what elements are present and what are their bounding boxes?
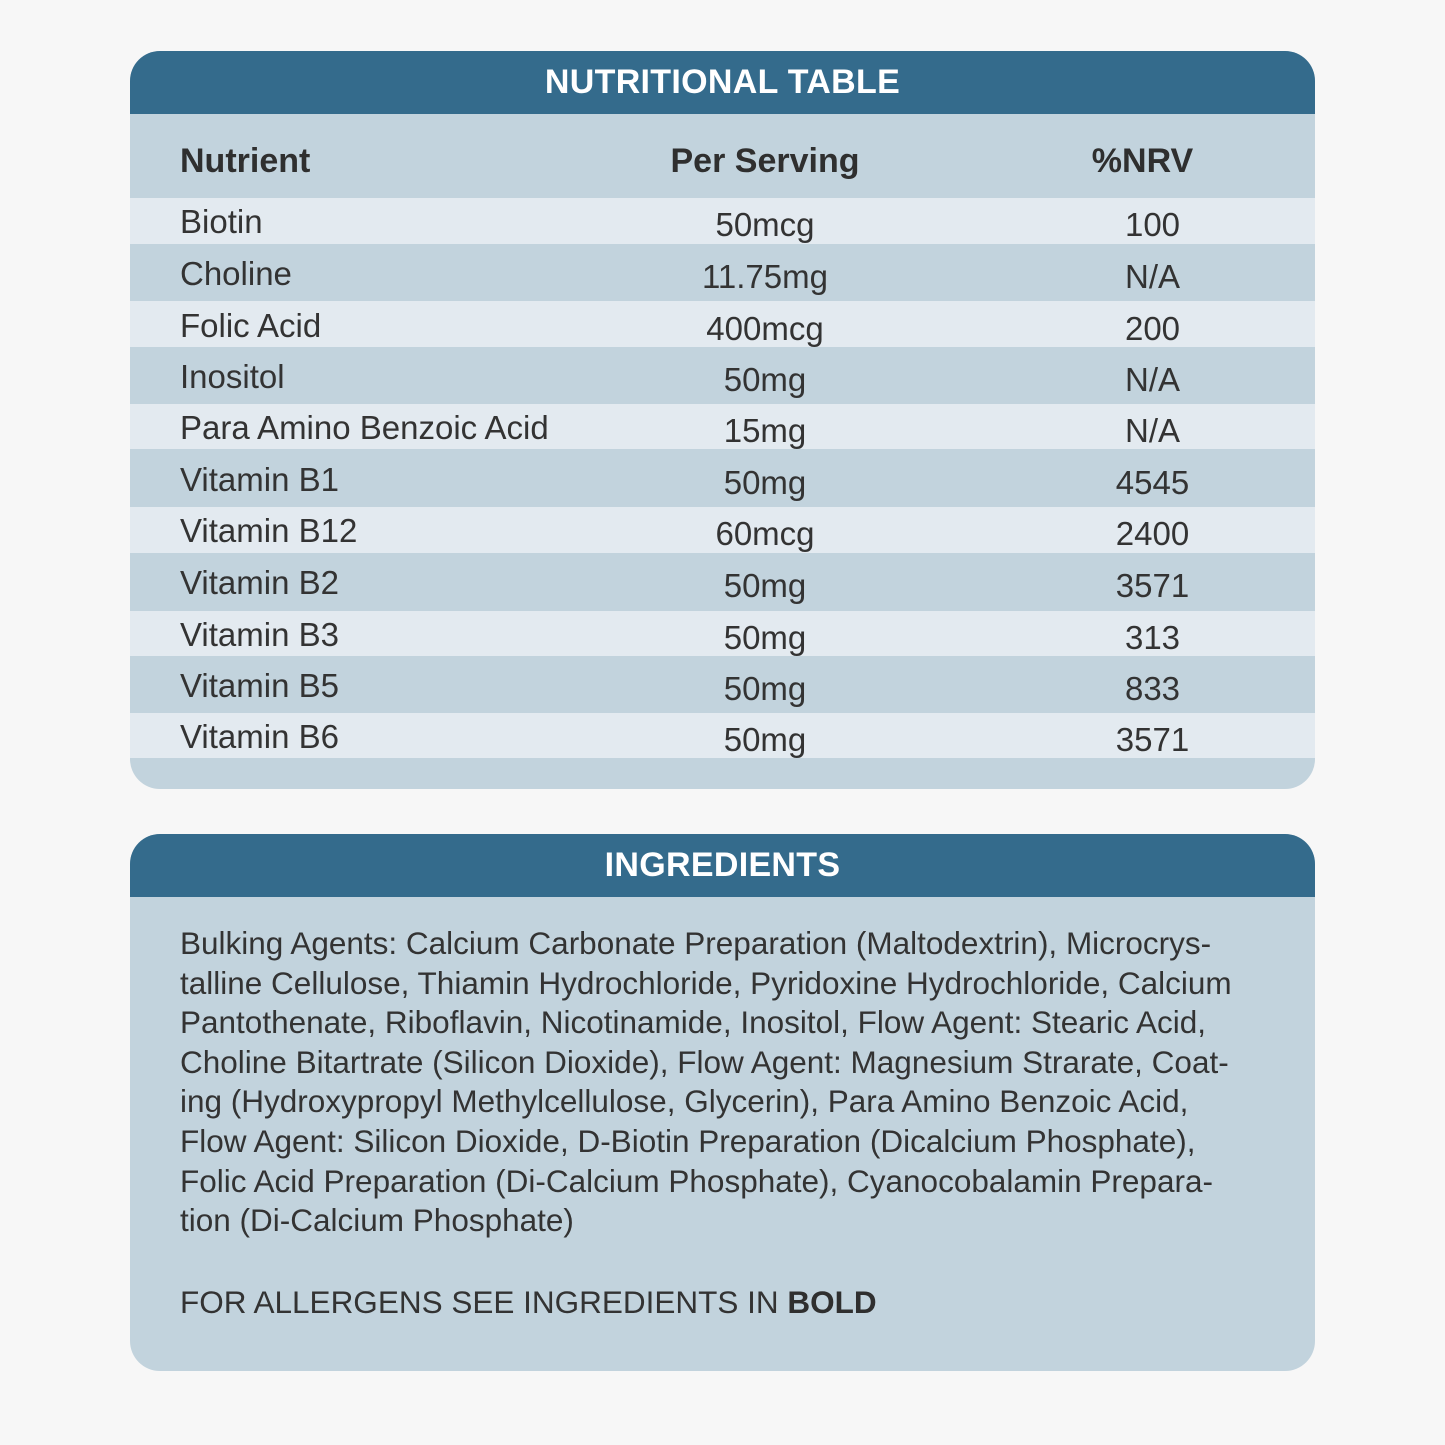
per-serving-cell: 15mg [723, 412, 807, 449]
nrv-cell: 2400 [1115, 515, 1190, 552]
ingredients-line: Bulking Agents: Calcium Carbonate Preparation (Maltodextrin), Microcrys- [180, 925, 1212, 961]
per-serving-cell: 50mg [723, 619, 807, 656]
column-header-nutrient: Nutrient [180, 142, 311, 180]
ingredients-text [180, 924, 1290, 1241]
nutrient-name-cell: Folic Acid [180, 307, 322, 344]
ingredients-line: tion (Di-Calcium Phosphate) [180, 1202, 574, 1239]
nutrient-name-cell: Biotin [180, 203, 263, 240]
ingredients-line: Pantothenate, Riboflavin, Nicotinamide, Inositol, Flow Agent: Stearic Acid, [180, 1004, 1207, 1041]
ingredients-line: Folic Acid Preparation (Di-Calcium Phosphate), Cyanocobalamin Prepara- [180, 1162, 1213, 1199]
nrv-cell: N/A [1124, 361, 1180, 398]
nrv-cell: N/A [1124, 412, 1180, 449]
nrv-cell: N/A [1124, 258, 1180, 295]
ingredients-line: ing (Hydroxypropyl Methylcellulose, Glycerin), Para Amino Benzoic Acid, [180, 1083, 1189, 1120]
nrv-cell: 3571 [1115, 721, 1190, 758]
nutrient-name-cell: Vitamin B6 [180, 718, 339, 755]
per-serving-cell: 50mg [723, 721, 807, 758]
nutrient-name-cell: Inositol [180, 358, 285, 395]
allergen-note [180, 1284, 877, 1321]
column-header-nrv: %NRV [1091, 142, 1194, 180]
nutrient-name-cell: Vitamin B3 [180, 616, 339, 653]
nutrient-name-cell: Vitamin B1 [180, 461, 339, 498]
nutritional-table-title: NUTRITIONAL TABLE [130, 51, 1315, 114]
per-serving-cell: 50mg [723, 361, 807, 398]
nrv-cell: 100 [1124, 206, 1181, 243]
nrv-cell: 200 [1124, 310, 1181, 347]
nutrient-name-cell: Vitamin B12 [180, 512, 358, 549]
nutrient-name-cell: Para Amino Benzoic Acid [180, 409, 549, 446]
nrv-cell: 833 [1124, 670, 1181, 707]
nutrient-name-cell: Choline [180, 255, 292, 292]
per-serving-cell: 50mg [723, 464, 807, 501]
column-header-per-serving: Per Serving [670, 142, 860, 180]
nutrient-name-cell: Vitamin B2 [180, 564, 339, 601]
per-serving-cell: 50mcg [715, 206, 815, 243]
nrv-cell: 313 [1124, 619, 1181, 656]
allergen-note-text: FOR ALLERGENS SEE INGREDIENTS IN [180, 1284, 779, 1320]
allergen-note-bold: BOLD [787, 1284, 877, 1320]
ingredients-line: talline Cellulose, Thiamin Hydrochloride, Pyridoxine Hydrochloride, Calcium [180, 964, 1232, 1001]
ingredients-line: Flow Agent: Silicon Dioxide, D-Biotin Preparation (Dicalcium Phosphate), [180, 1122, 1196, 1159]
ingredients-title: INGREDIENTS [130, 834, 1315, 897]
nrv-cell: 3571 [1115, 567, 1190, 604]
nrv-cell: 4545 [1115, 464, 1190, 501]
per-serving-cell: 11.75mg [702, 258, 828, 295]
per-serving-cell: 50mg [723, 567, 807, 604]
nutrient-name-cell: Vitamin B5 [180, 667, 339, 704]
ingredients-line: Choline Bitartrate (Silicon Dioxide), Flow Agent: Magnesium Strarate, Coat- [180, 1043, 1229, 1080]
nutritional-table-panel [130, 51, 1315, 789]
per-serving-cell: 50mg [723, 670, 807, 707]
per-serving-cell: 400mcg [706, 310, 824, 347]
ingredients-panel [130, 834, 1315, 1371]
per-serving-cell: 60mcg [715, 515, 815, 552]
